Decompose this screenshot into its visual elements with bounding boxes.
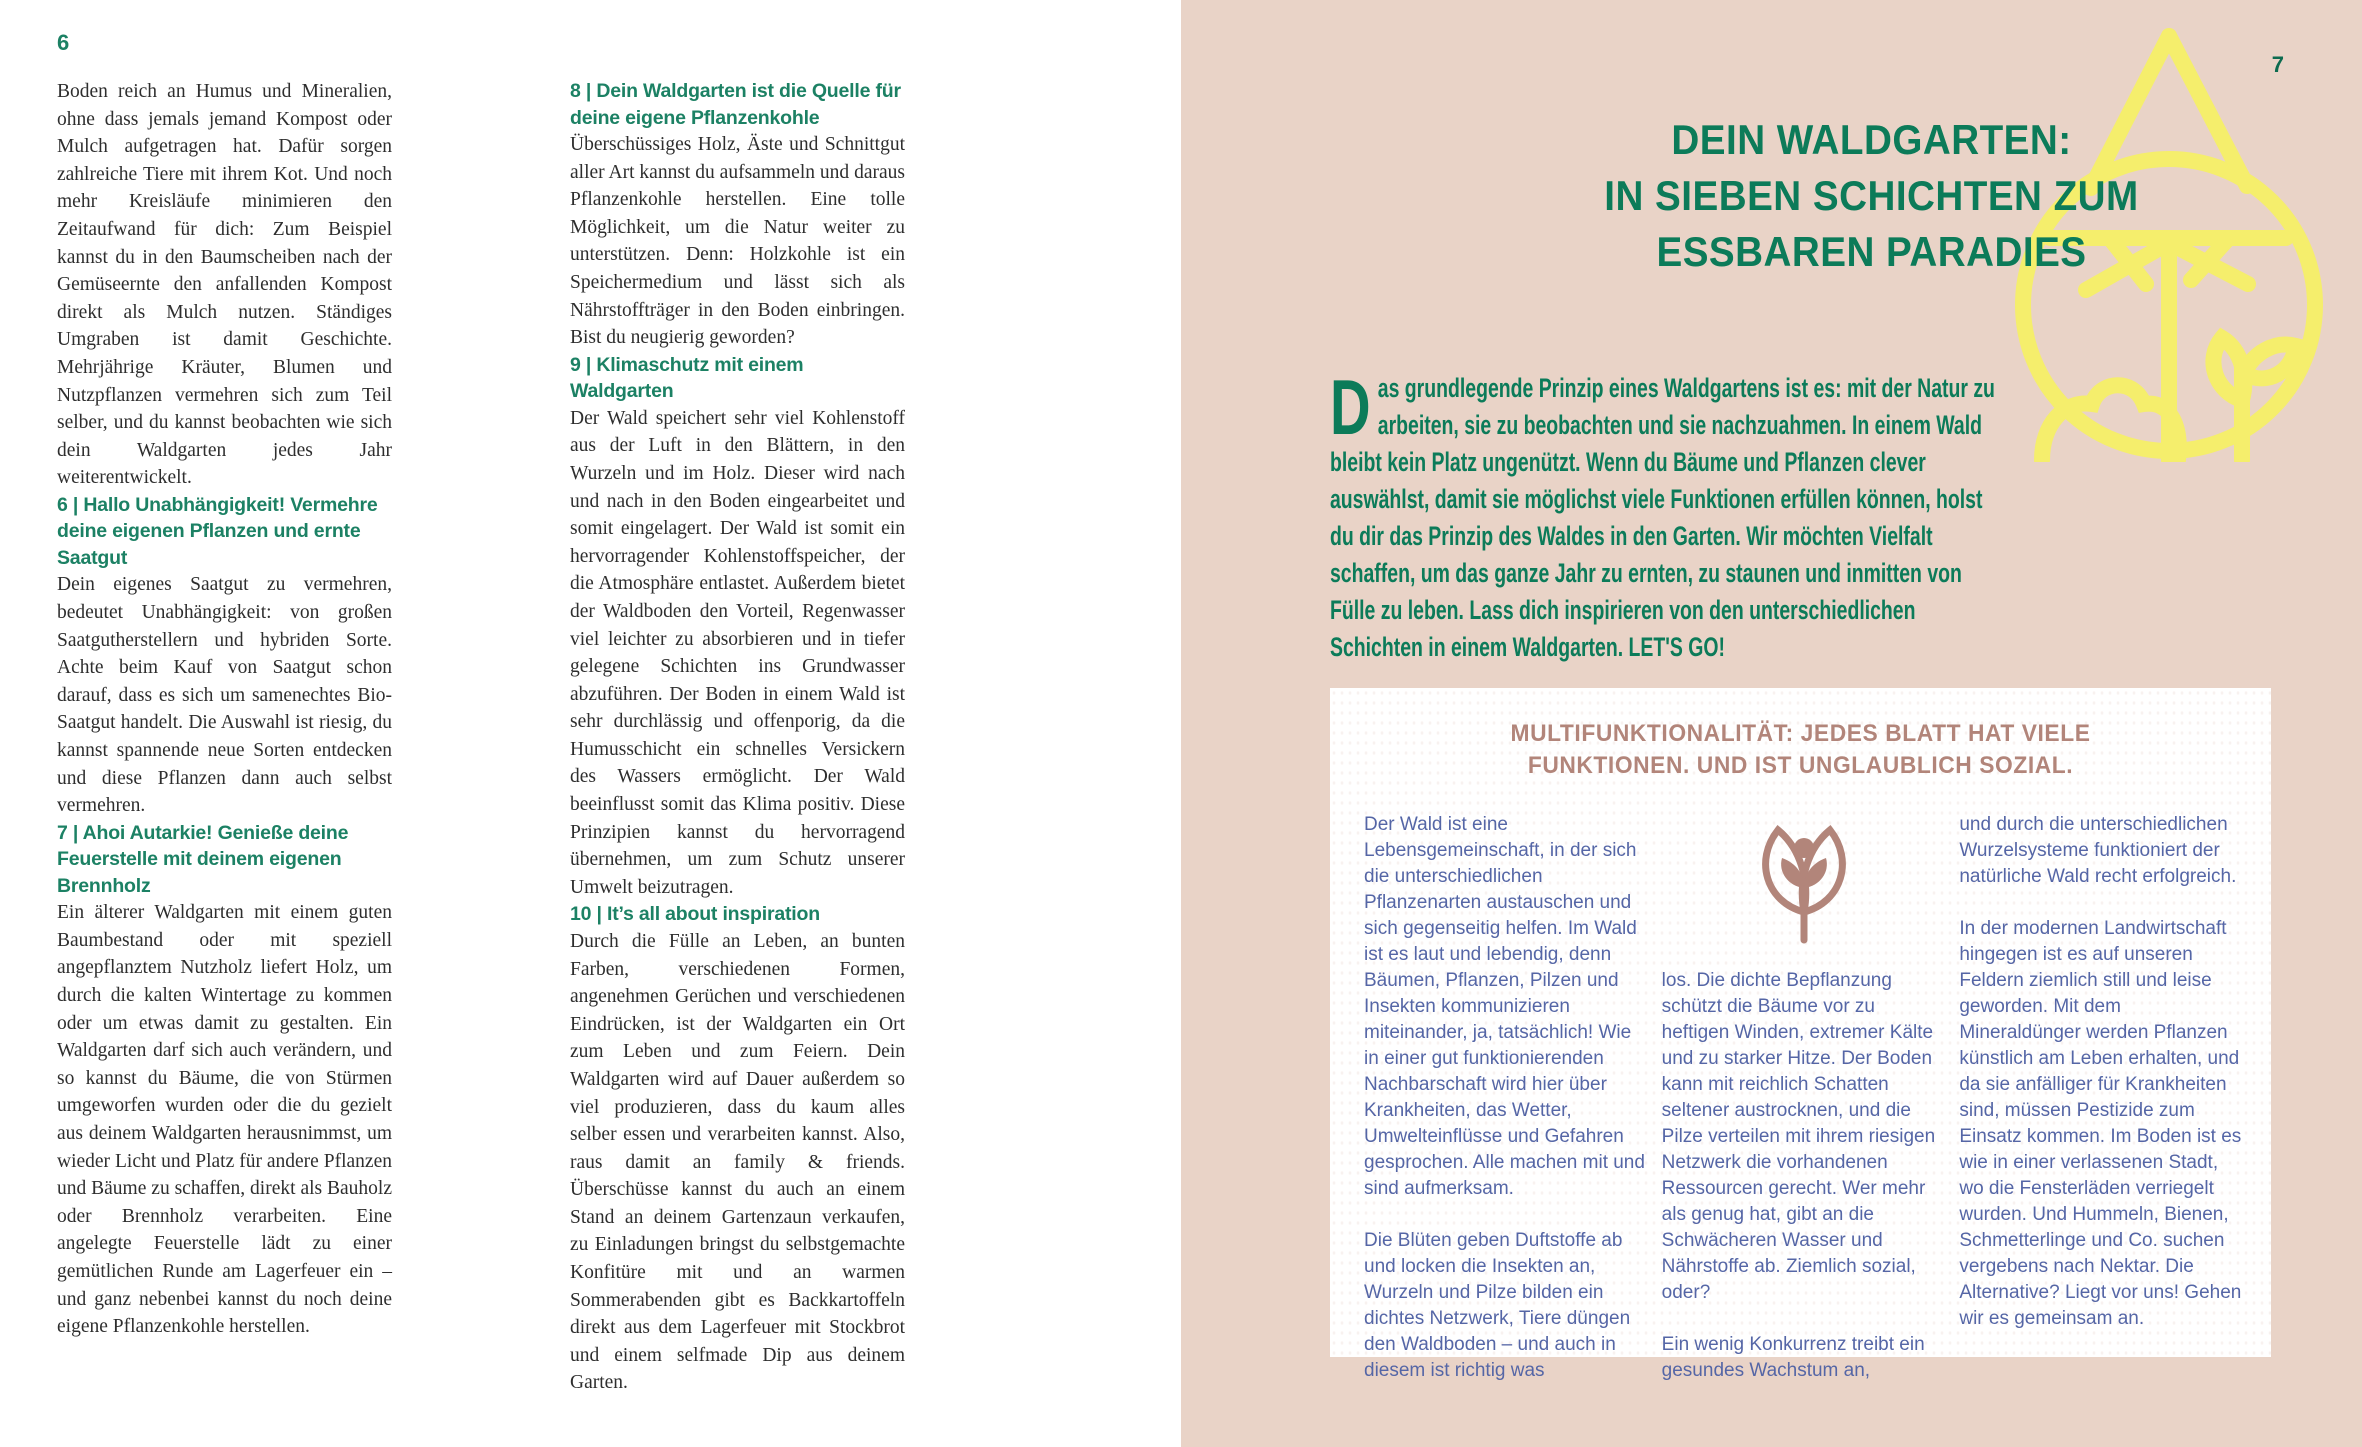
page-number-left: 6 (57, 30, 70, 55)
info-box (1330, 688, 2271, 1381)
body-paragraph: Ein älterer Waldgarten mit einem guten Baumbestand oder mit speziell angepflanztem Nutzholz liefert Holz, um durch die kalten Wintertage zu kommen oder um etwas damit zu gestalten. Ein Waldgarten darf sich auch verändern, und so kannst du Bäume, die von Stürmen umgeworfen wurden oder die du gezielt aus deinem Waldgarten herausnimmst, um wieder Licht und Platz für andere Pflanzen und Bäume zu schaffen, direkt als Bauholz oder Brennholz verarbeiten. Eine angelegte Feuerstelle lädt zu einer gemütlichen Runde am Lagerfeuer ein – und ganz nebenbei kannst du noch deine eigene Pflanzenkohle herstellen. (57, 902, 392, 1338)
page-title-line: DEIN WALDGARTEN: (1671, 116, 2072, 163)
page-title (1391, 112, 2352, 280)
body-paragraph: Durch die Fülle an Leben, an bunten Farben, verschiedenen Formen, angenehmen Gerüchen und verschiedenen Eindrücken, ist der Waldgarten ein Ort zum Leben und zum Feiern. Dein Waldgarten wird auf Dauer außerdem so viel produzieren, dass du kaum alles selber essen und verarbeiten kannst. Also, raus damit an family & friends. Überschüsse kannst du auch an einem Stand an deinem Gartenzaun verkaufen, zu Einladungen bringst du selbstgemachte Konfitüre mit und an warmen Sommerabenden gibt es Backkartoffeln direkt aus dem Lagerfeuer mit Stockbrot und einem selfmade Dip aus deinem Garten. (570, 930, 905, 1394)
section-heading-6: 6 | Hallo Unabhängigkeit! Vermehre deine eigenen Pflanzen und ernte Saatgut (57, 493, 378, 569)
page-title-line: ESSBAREN PARADIES (1656, 228, 2087, 275)
body-paragraph: Boden reich an Humus und Mineralien, ohne dass jemals jemand Kompost oder Mulch aufgetragen hat. Dafür sorgen zahlreiche Tiere mit ihrem Kot. Und noch mehr Kreisläufe minimieren den Zeitaufwand für dich: Zum Beispiel kannst du in den Baumscheiben nach der Gemüseernte den anfallenden Kompost direkt als Mulch nutzen. Ständiges Umgraben ist damit Geschichte. Mehrjährige Kräuter, Blumen und Nutzpflanzen vermehren sich zum Teil selber, und du kannst beobachten wie sich dein Waldgarten jedes Jahr weiterentwickelt. (57, 81, 392, 489)
left-column-2 (570, 78, 905, 1397)
section-heading-7: 7 | Ahoi Autarkie! Genieße deine Feuerstelle mit deinem eigenen Brennholz (57, 821, 349, 897)
box-paragraph: los. Die dichte Bepflanzung schützt die Bäume vor zu heftigen Winden, extremer Kälte und zu starker Hitze. Der Boden kann mit reichlich Schatten seltener austrocknen, und die Pilze verteilen mit ihrem riesigen Netzwerk die vorhandenen Ressourcen gerecht. Wer mehr als genug hat, gibt an die Schwächeren Wasser und Nährstoffe ab. Ziemlich sozial, oder? (1661, 970, 1936, 1303)
body-paragraph: Überschüssiges Holz, Äste und Schnittgut aller Art kannst du aufsammeln und daraus Pflanzenkohle herstellen. Eine tolle Möglichkeit, um die Natur weiter zu unterstützen. Denn: Holzkohle ist ein Speichermedium und lässt sich als Nährstoffträger in den Boden einbringen. Bist du neugierig geworden? (570, 134, 905, 349)
box-paragraph: In der modernen Landwirtschaft hingegen ist es auf unseren Feldern ziemlich still und leise geworden. Mit dem Mineraldünger werden Pflanzen künstlich am Leben erhalten, und da sie anfälliger für Krankheiten sind, müssen Pestizide zum Einsatz kommen. Im Boden ist es wie in einer verlassenen Stadt, wo die Fensterläden verriegelt wurden. Und Hummeln, Bienen, Schmetterlinge und Co. suchen vergebens nach Nektar. Die Alternative? Liegt vor uns! Gehen wir es gemeinsam an. (1959, 918, 2242, 1329)
info-box-column-1 (1364, 812, 1648, 1410)
left-column-1 (57, 78, 392, 1341)
body-paragraph: Dein eigenes Saatgut zu vermehren, bedeutet Unabhängigkeit: von großen Saatgutherstellern und hybriden Sorte. Achte beim Kauf von Saatgut schon darauf, dass es sich um samenechtes Bio-Saatgut handelt. Die Auswahl ist riesig, du kannst spannende neue Sorten entdecken und diese Pflanzen dann auch selbst vermehren. (57, 574, 392, 817)
box-paragraph: und durch die unterschiedlichen Wurzelsysteme funktioniert der natürliche Wald recht erfolgreich. (1959, 814, 2237, 887)
sprout-icon (1748, 816, 1860, 944)
intro-paragraph (1330, 363, 2003, 666)
section-heading-10: 10 | It’s all about inspiration (570, 903, 820, 926)
section-heading-8: 8 | Dein Waldgarten ist die Quelle für deine eigene Pflanzenkohle (570, 80, 901, 129)
body-paragraph: Der Wald speichert sehr viel Kohlenstoff aus der Luft in den Blättern, in den Wurzeln und im Holz. Dieser wird nach und nach in den Boden eingearbeitet und somit eingelagert. Der Wald ist somit ein hervorragender Kohlenstoffspeicher, der die Atmosphäre entlastet. Außerdem bietet der Waldboden den Vorteil, Regenwasser viel leichter zu absorbieren und in tiefer gelegene Schichten ins Grundwasser abzuführen. Der Boden in einem Wald ist sehr durchlässig und offenporig, da die Humusschicht ein schnelles Versickern des Wassers ermöglicht. Der Wald beeinflusst somit das Klima positiv. Diese Prinzipien kannst du hervorragend übernehmen, um zum Schutz unserer Umwelt beizutragen. (570, 407, 905, 898)
right-page (1181, 0, 2362, 1447)
box-paragraph: Der Wald ist eine Lebensgemeinschaft, in der sich die unterschiedlichen Pflanzenarten austauschen und sich gegenseitig helfen. Im Wald ist es laut und lebendig, denn Bäumen, Pflanzen, Pilzen und Insekten kommunizieren miteinander, ja, tatsächlich! Wie in einer gut funktionierenden Nachbarschaft wird hier über Krankheiten, das Wetter, Umwelteinflüsse und Gefahren gesprochen. Alle machen mit und sind aufmerksam. (1364, 814, 1645, 1199)
info-box-column-2 (1662, 812, 1946, 1410)
info-box-heading-line: MULTIFUNKTIONALITÄT: JEDES BLATT HAT VIELE (1510, 720, 2091, 747)
page-number-right: 7 (2271, 52, 2284, 77)
drop-cap: D (1330, 363, 1371, 451)
info-box-columns (1330, 782, 2271, 1410)
section-heading-9: 9 | Klimaschutz mit einem Waldgarten (570, 353, 804, 403)
page-title-line: IN SIEBEN SCHICHTEN ZUM (1604, 172, 2139, 219)
info-box-heading (1350, 718, 2251, 782)
info-box-column-3 (1959, 812, 2243, 1410)
box-paragraph: Ein wenig Konkurrenz treibt ein gesundes Wachstum an, (1661, 1334, 1925, 1381)
intro-text: as grundlegende Prinzip eines Waldgartens ist es: mit der Natur zu arbeiten, sie zu beobachten und sie nachzuahmen. In einem Wald bleibt kein Platz ungenützt. Wenn du Bäume und Pflanzen clever auswählst, damit sie möglichst viele Funktionen erfüllen können, holst du dir das Prinzip des Waldes in den Garten. Wir möchten Vielfalt schaffen, um das ganze Jahr zu ernten, zu staunen und inmitten von Fülle zu leben. Lass dich inspirieren von den unterschiedlichen Schichten in einem Waldgarten. LET'S GO! (1330, 373, 1995, 662)
info-box-heading-line: FUNKTIONEN. UND IST UNGLAUBLICH SOZIAL. (1527, 752, 2074, 779)
box-paragraph: Die Blüten geben Duftstoffe ab und locken die Insekten an, Wurzeln und Pilze bilden ein dichtes Netzwerk, Tiere düngen den Waldboden – und auch in diesem ist richtig was (1364, 1230, 1631, 1381)
